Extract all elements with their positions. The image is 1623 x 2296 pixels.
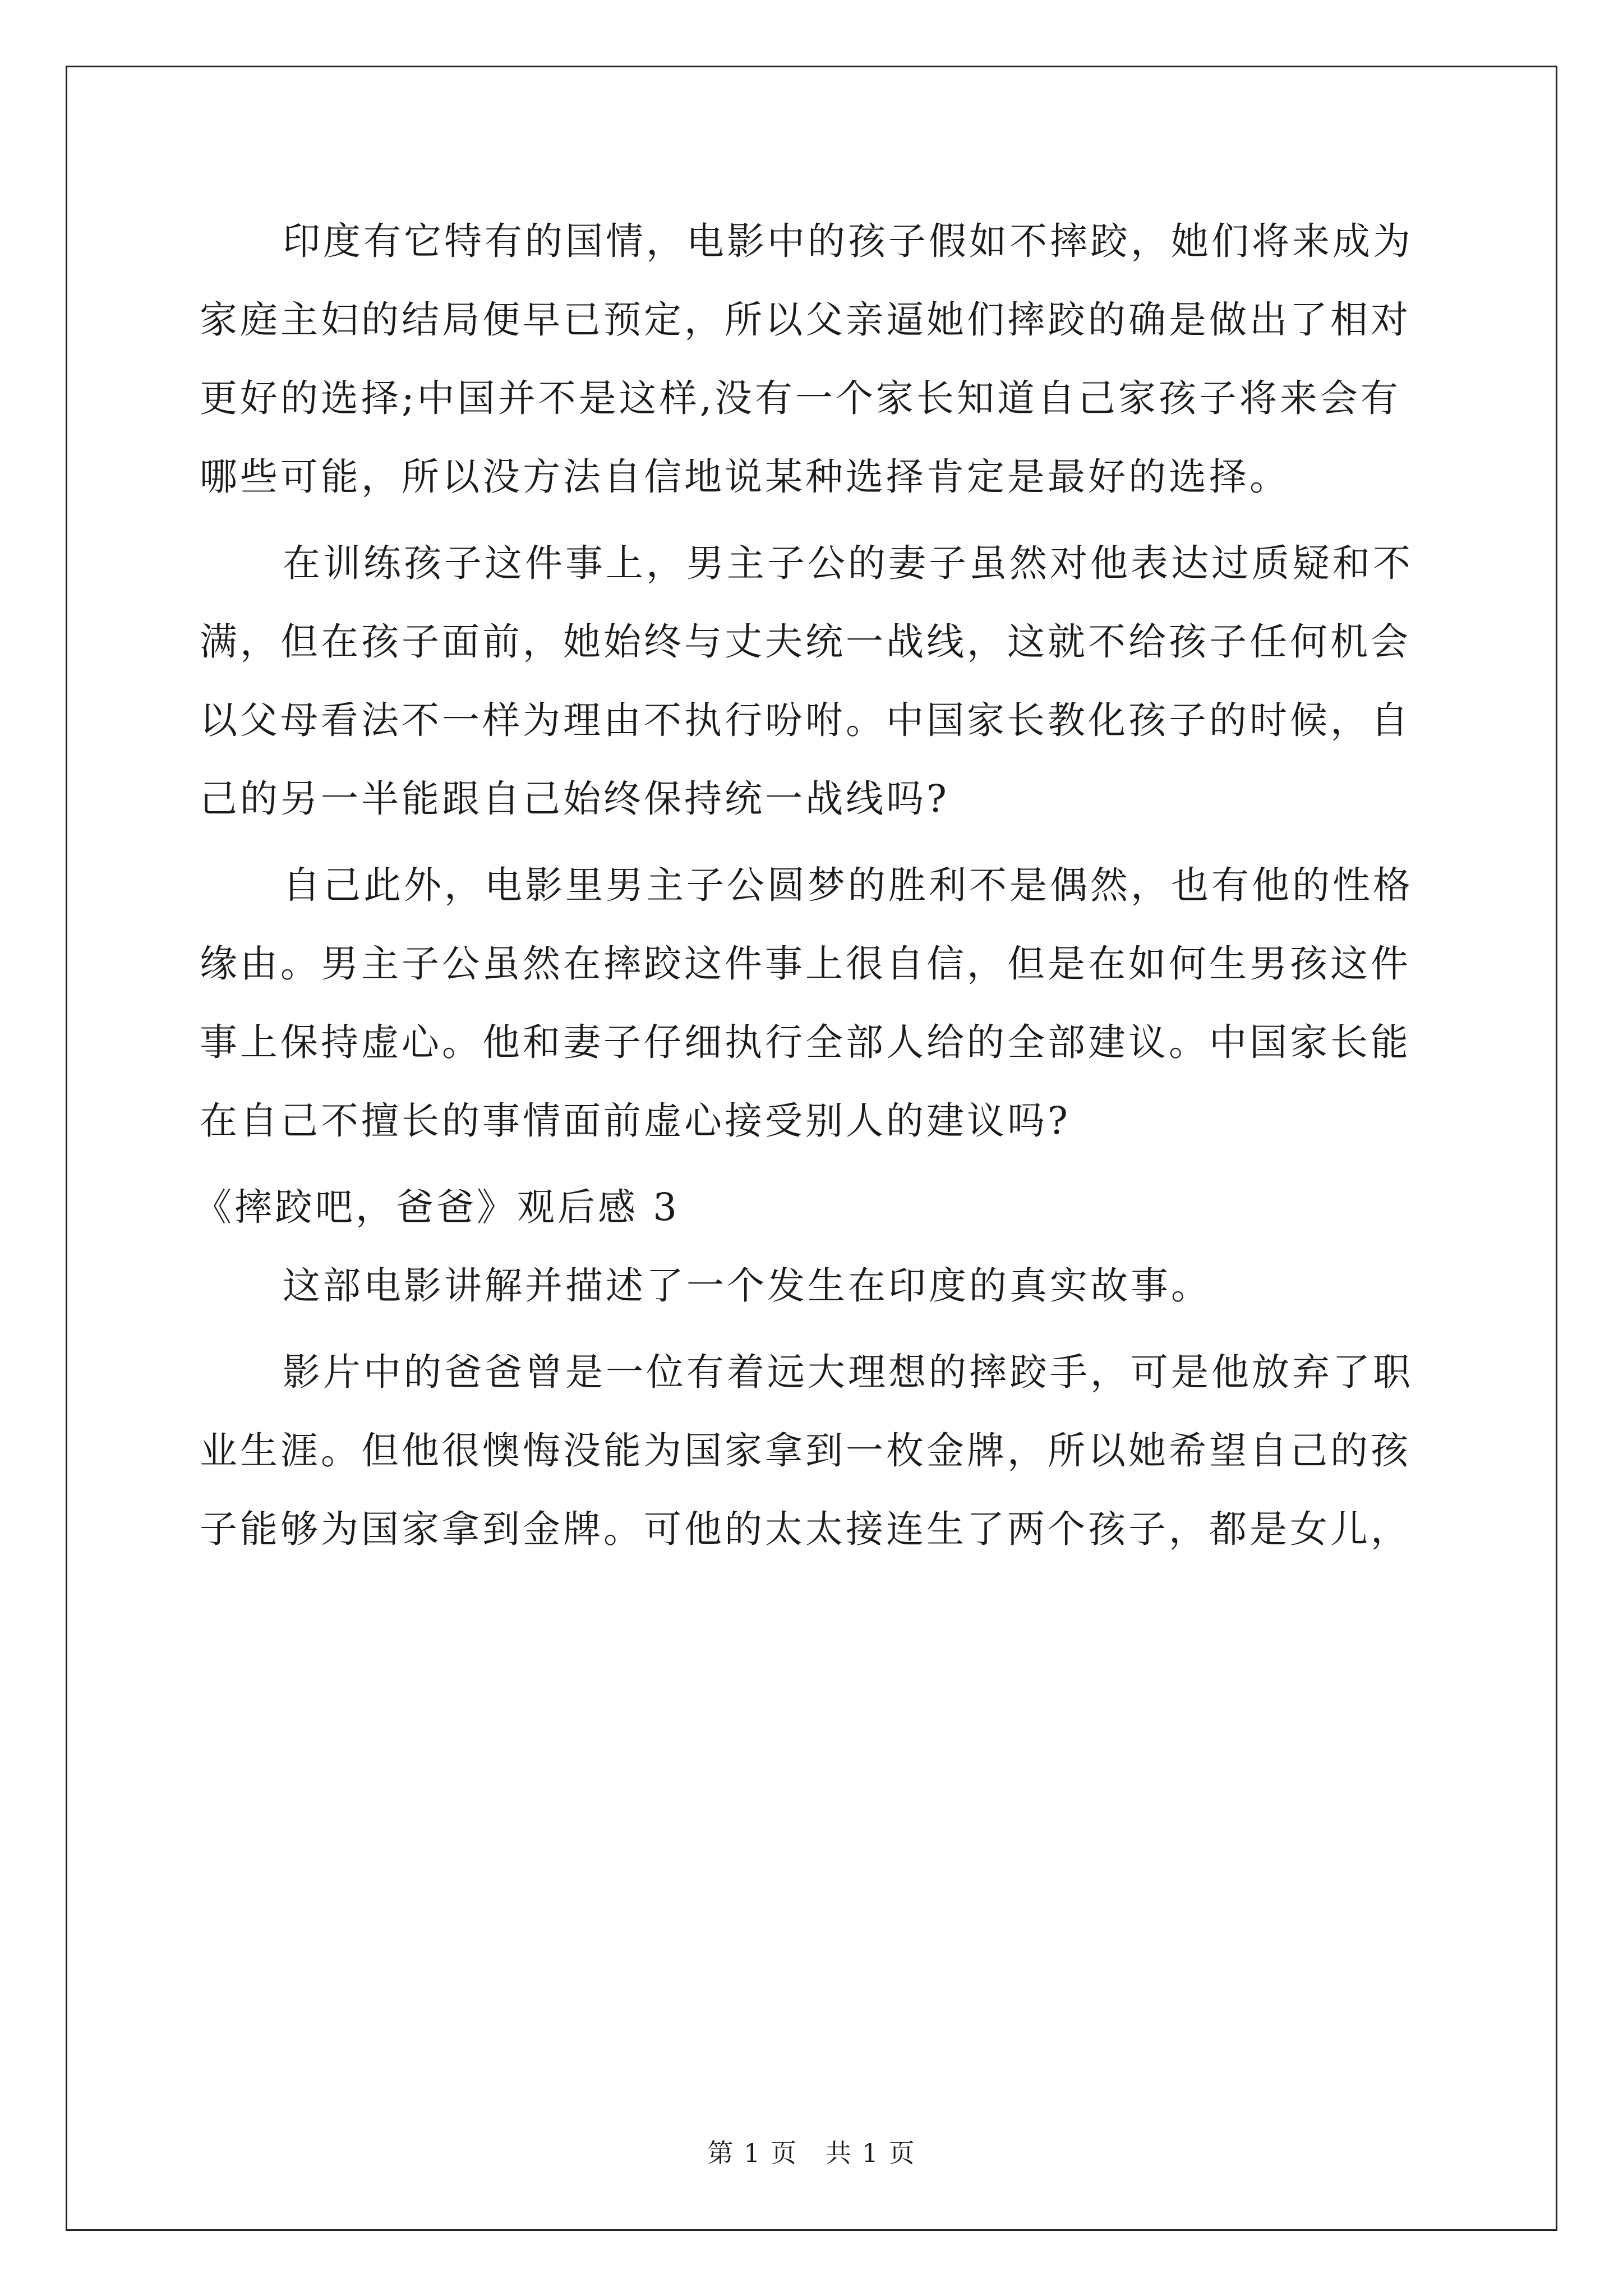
- text-line: 在训练孩子这件事上，男主子公的妻子虽然对他表达过质疑和不: [283, 541, 1413, 585]
- paragraph-4: [200, 1246, 1433, 1325]
- document-body: [194, 202, 1433, 1576]
- text-line: 这部电影讲解并描述了一个发生在印度的真实故事。: [283, 1264, 1211, 1308]
- page-number: 第 1 页: [707, 2138, 797, 2168]
- text-line: 缘由。男主子公虽然在摔跤这件事上很自信，但是在如何生男孩这件: [200, 942, 1411, 986]
- text-line: 印度有它特有的国情，电影中的孩子假如不摔跤，她们将来成为: [283, 219, 1413, 263]
- page-footer: [0, 2136, 1623, 2170]
- paragraph-3: [200, 846, 1433, 1160]
- section-heading: 《摔跤吧，爸爸》观后感 3: [194, 1185, 680, 1229]
- text-line: 事上保持虚心。他和妻子仔细执行全部人给的全部建议。中国家长能: [200, 1020, 1411, 1064]
- text-line: 己的另一半能跟自己始终保持统一战线吗?: [200, 777, 949, 821]
- text-line: 满，但在孩子面前，她始终与丈夫统一战线，这就不给孩子任何机会: [200, 620, 1411, 664]
- text-line: 家庭主妇的结局便早已预定，所以父亲逼她们摔跤的确是做出了相对: [200, 298, 1411, 342]
- text-line: 自己此外，电影里男主子公圆梦的胜利不是偶然，也有他的性格: [283, 863, 1413, 907]
- text-line: 业生涯。但他很懊悔没能为国家拿到一枚金牌，所以她希望自己的孩: [200, 1429, 1411, 1473]
- page-total: 共 1 页: [826, 2138, 916, 2168]
- paragraph-2: [200, 524, 1433, 838]
- text-line: 子能够为国家拿到金牌。可他的太太接连生了两个孩子，都是女儿，: [200, 1507, 1411, 1551]
- text-line: 更好的选择;中国并不是这样,没有一个家长知道自己家孩子将来会有: [200, 376, 1401, 420]
- text-line: 以父母看法不一样为理由不执行吩咐。中国家长教化孩子的时候，自: [200, 698, 1411, 742]
- text-line: 影片中的爸爸曾是一位有着远大理想的摔跤手，可是他放弃了职: [283, 1350, 1413, 1394]
- text-line: 在自己不擅长的事情面前虚心接受别人的建议吗?: [200, 1099, 1071, 1143]
- paragraph-1: [200, 202, 1433, 516]
- paragraph-5: [200, 1333, 1433, 1568]
- text-line: 哪些可能，所以没方法自信地说某种选择肯定是最好的选择。: [200, 455, 1290, 499]
